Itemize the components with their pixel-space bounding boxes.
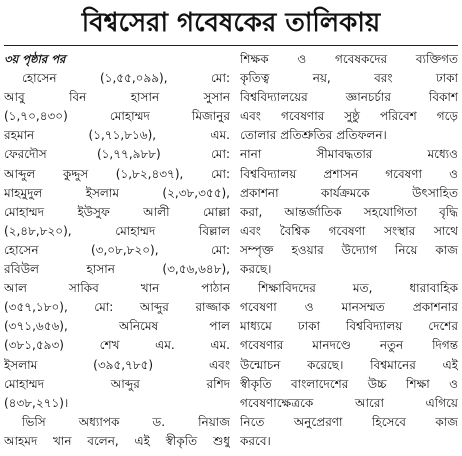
left-column-line: ইসলাম (৩৯৫,৭৮৫) এবং — [4, 357, 230, 372]
left-column-line: (৩৫৭,১৮০), মো: আব্দুর রাজ্জাক — [4, 300, 230, 315]
left-column-line: (৩৭১,৬৫৬), অনিমেষ পাল — [4, 319, 230, 334]
right-column-line: মাধ্যমে ঢাকা বিশ্ববিদ্যালয় দেশের — [240, 319, 458, 334]
right-column-line: প্রকাশনা কার্যক্রমকে উৎসাহিত — [240, 185, 458, 200]
right-column-line: নানা সীমাবদ্ধতার মধ্যেও — [240, 147, 458, 162]
left-column-line: রহমান (১,৭১,৮১৬), এম. — [4, 128, 230, 143]
left-column-line: আহমদ খান বলেন, এই স্বীকৃতি শুধু — [4, 433, 230, 448]
right-column-line: শিক্ষক ও গবেষকদের ব্যক্তিগত — [240, 52, 458, 66]
left-column-line: (২,৪৮,৮২০), মোহাম্মদ বিল্লাল — [4, 223, 230, 238]
right-column-line: এবং গবেষণার সুষ্ঠু পরিবেশ গড়ে — [240, 109, 458, 124]
right-column-line: এবং বৈশ্বিক গবেষণা সংস্থার সাথে — [240, 223, 458, 238]
right-column-line: কৃতিত্ব নয়, বরং ঢাকা — [240, 71, 458, 86]
left-column-line: (৪৩৮,২৭১)। — [4, 395, 69, 410]
left-column-line: আল সাকিব খান পাঠান — [4, 281, 230, 296]
right-column-line: বিশ্ববিদ্যালয়ের জ্ঞানচর্চার বিকাশ — [240, 90, 458, 105]
right-column-line: বিশ্ববিদ্যালয় প্রশাসন গবেষণা ও — [240, 166, 458, 181]
left-column-line: আবু বিন হাসান সুসান — [4, 90, 230, 105]
left-column-line: হোসেন (৩,০৮,৮২০), মো: — [4, 242, 230, 257]
right-column-line: করা, আন্তর্জাতিক সহযোগিতা বৃদ্ধি — [240, 204, 458, 219]
right-column-line: তোলার প্রতিশ্রুতির প্রতিফলন। — [240, 128, 387, 143]
right-column-line: করছে। — [240, 262, 272, 277]
left-column-line: (৩৮১,৫৯৩) শেখ এম. এম. — [4, 338, 230, 353]
article-column-left — [4, 50, 230, 452]
right-column-line: গবেষণাক্ষেত্রকে আরো এগিয়ে — [240, 395, 458, 410]
article-headline: বিশ্বসেরা গবেষকের তালিকায় — [81, 8, 381, 38]
right-column-line: গবেষণা ও মানসম্মত প্রকাশনার — [240, 300, 458, 315]
left-column-line: মোহাম্মদ ইউসুফ আলী মোল্লা — [4, 204, 230, 219]
left-column-line: ফেরদৌস (১,৭৭,৯৮৮) মো: — [4, 147, 230, 162]
left-column-line: মোহাম্মদ আব্দুর রশিদ — [4, 376, 230, 391]
left-column-line: হোসেন (১,৫৫,০৯৯), মো: — [22, 71, 230, 86]
right-column-line: গবেষণার মানদণ্ডে নতুন দিগন্ত — [240, 338, 458, 353]
right-column-line: সম্পৃক্ত হওয়ার উদ্যোগ নিয়ে কাজ — [240, 242, 458, 257]
continued-from-label: ৩য় পৃষ্ঠার পর — [4, 52, 66, 66]
left-column-line: মাহমুদুল ইসলাম (২,৩৮,৩৫৫), — [4, 185, 230, 200]
left-column-line: (১,৭০,৪৩০) মোহাম্মদ মিজানুর — [4, 109, 230, 124]
right-column-line: স্বীকৃতি বাংলাদেশের উচ্চ শিক্ষা ও — [240, 376, 458, 391]
right-column-line: শিক্ষাবিদদের মত, ধারাবাহিক — [258, 281, 458, 296]
left-column-line: ভিসি অধ্যাপক ড. নিয়াজ — [22, 414, 230, 429]
right-column-line: করবে। — [240, 433, 271, 448]
left-column-line: রবিউল হাসান (৩,৫৬,৬৪৮), — [4, 262, 230, 277]
right-column-line: উন্মোচন করেছে। বিশ্বমানের এই — [240, 357, 458, 372]
left-column-line: আব্দুল কুদ্দুস (১,৮২,৪৩৭), মো: — [4, 166, 230, 181]
headline-divider — [4, 45, 458, 46]
right-column-line: নিতে অনুপ্রেরণা হিসেবে কাজ — [240, 414, 458, 429]
article-column-right — [240, 50, 458, 452]
